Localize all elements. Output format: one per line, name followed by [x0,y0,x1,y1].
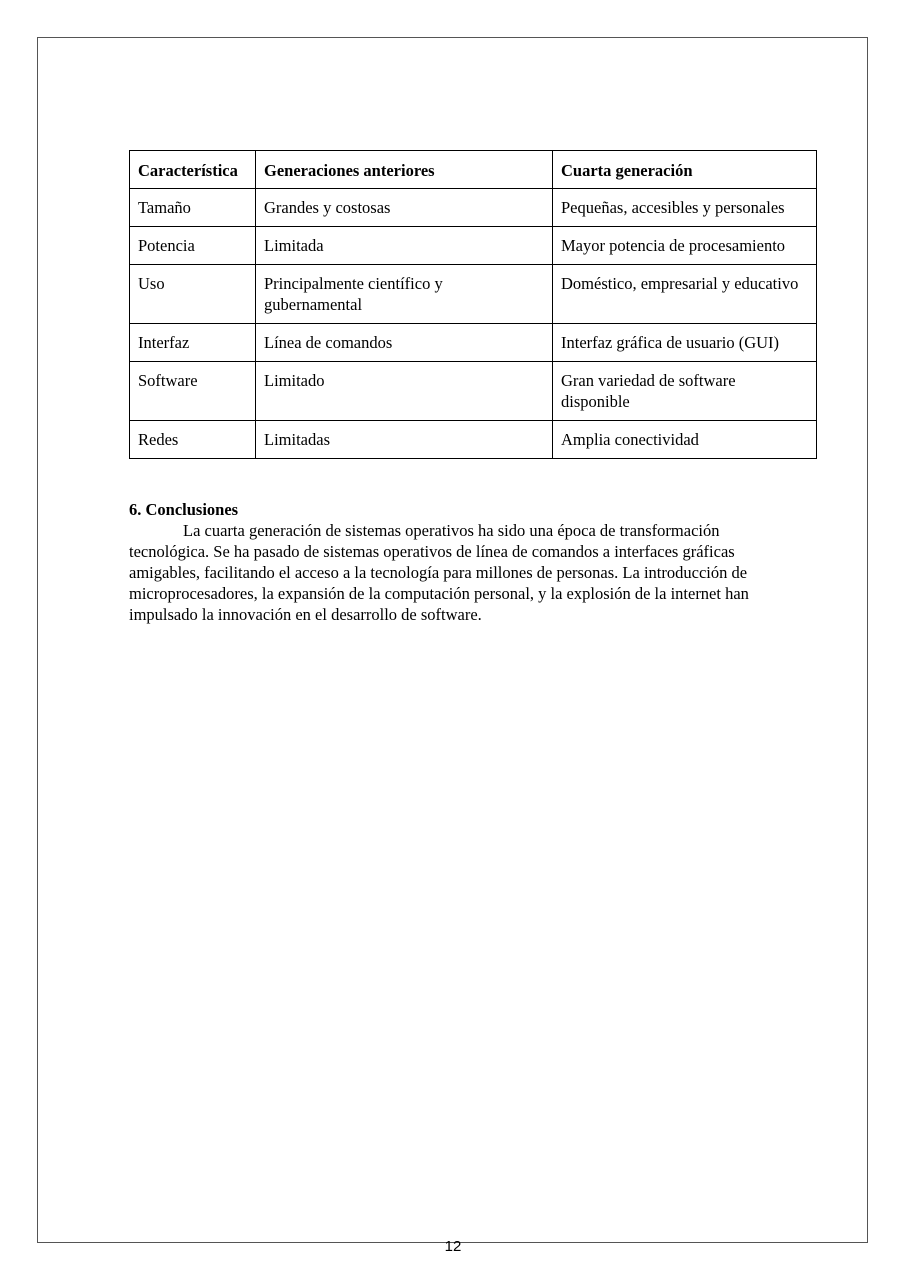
table-cell: Amplia conectividad [553,421,817,459]
table-cell: Mayor potencia de procesamiento [553,227,817,265]
table-row [130,362,817,421]
section-heading: 6. Conclusiones [129,500,239,519]
page-number: 12 [444,1238,462,1255]
table-row [130,324,817,362]
table-header-row [130,151,817,189]
table-row [130,227,817,265]
header-caracteristica: Característica [130,151,256,189]
table-cell: Interfaz [130,324,256,362]
table-cell: Software [130,362,256,421]
table-cell: Uso [130,265,256,324]
table-row [130,189,817,227]
table-cell: Grandes y costosas [256,189,553,227]
table-cell: Limitadas [256,421,553,459]
header-cuarta-generacion: Cuarta generación [553,151,817,189]
table-cell: Limitado [256,362,553,421]
table-cell: Gran variedad de software disponible [553,362,817,421]
conclusions-paragraph: La cuarta generación de sistemas operativos ha sido una época de transformación tecnológica. Se ha pasado de sistemas operativos de línea de comandos a interfaces gráficas amigables, facilitando el acceso a la tecnología para millones de personas. La introducción de microprocesadores, la expansión de la computación personal, y la explosión de la internet han impulsado la innovación en el desarrollo de software. [129,521,749,624]
table-cell: Potencia [130,227,256,265]
table-cell: Línea de comandos [256,324,553,362]
table-cell: Principalmente científico y gubernamental [256,265,553,324]
conclusions-section [129,499,779,625]
table-row [130,265,817,324]
table-cell: Tamaño [130,189,256,227]
comparison-table [129,150,817,459]
table-cell: Doméstico, empresarial y educativo [553,265,817,324]
table-cell: Redes [130,421,256,459]
table-cell: Pequeñas, accesibles y personales [553,189,817,227]
table-cell: Interfaz gráfica de usuario (GUI) [553,324,817,362]
table-cell: Limitada [256,227,553,265]
header-generaciones-anteriores: Generaciones anteriores [256,151,553,189]
table-row [130,421,817,459]
